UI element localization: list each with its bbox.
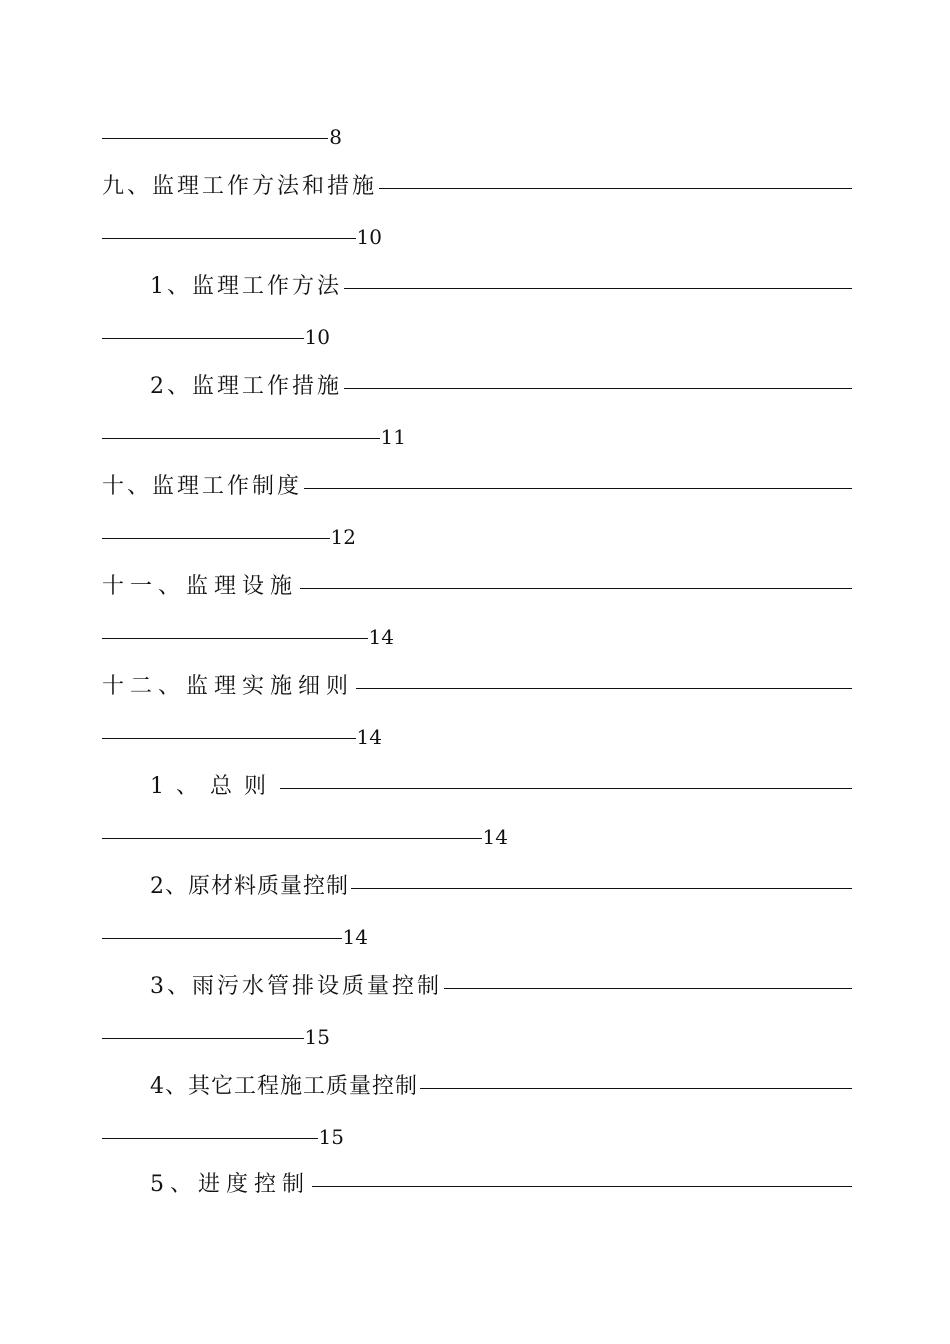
toc-entry-title: 3、雨污水管排设质量控制 [150, 974, 442, 999]
leader-dash [444, 988, 852, 989]
toc-entry-title: 十、监理工作制度 [102, 474, 303, 499]
toc-line-continuation [102, 320, 330, 354]
toc-line-continuation [102, 420, 406, 454]
toc-line-continuation [102, 720, 382, 754]
leader-dash [102, 838, 482, 839]
toc-entry-title: 十一、监理设施 [102, 574, 299, 599]
toc-entry-title: 九、监理工作方法和措施 [102, 174, 378, 199]
toc-line-continuation [102, 220, 382, 254]
leader-dash [102, 238, 356, 239]
toc-entry-title: 十二、监理实施细则 [102, 674, 355, 699]
leader-dash [312, 1186, 852, 1187]
leader-dash [102, 1138, 318, 1139]
toc-page-number: 8 [329, 125, 342, 149]
toc-page-number: 10 [304, 325, 330, 349]
leader-dash [300, 588, 852, 589]
toc-entry[interactable] [102, 570, 852, 604]
toc-page-number: 11 [380, 425, 406, 449]
toc-page-number: 10 [356, 225, 382, 249]
leader-dash [344, 288, 852, 289]
toc-entry[interactable] [102, 670, 852, 704]
leader-dash [102, 538, 330, 539]
leader-dash [304, 488, 852, 489]
toc-entry-title: 4、其它工程施工质量控制 [150, 1074, 418, 1099]
toc-entry-title: 5、进度控制 [150, 1172, 310, 1197]
toc-entry[interactable] [102, 470, 852, 504]
leader-dash [102, 1038, 304, 1039]
toc-entry[interactable] [150, 770, 852, 804]
toc-entry[interactable] [150, 1070, 852, 1104]
leader-dash [351, 888, 852, 889]
leader-dash [280, 788, 852, 789]
leader-dash [102, 438, 380, 439]
toc-entry-title: 2、原材料质量控制 [150, 874, 349, 899]
toc-line-continuation [102, 820, 508, 854]
toc-line-continuation [102, 920, 368, 954]
leader-dash [102, 638, 368, 639]
toc-page-number: 14 [368, 625, 394, 649]
toc-page-number: 14 [356, 725, 382, 749]
toc-entry[interactable] [150, 1168, 852, 1202]
leader-dash [379, 188, 852, 189]
toc-line-continuation [102, 120, 342, 154]
toc-page-number: 14 [482, 825, 508, 849]
leader-dash [356, 688, 852, 689]
toc-entry[interactable] [150, 270, 852, 304]
toc-entry[interactable] [150, 870, 852, 904]
toc-page-number: 15 [318, 1125, 344, 1149]
toc-entry-title: 1、总则 [150, 774, 278, 799]
leader-dash [102, 338, 304, 339]
toc-entry[interactable] [102, 170, 852, 204]
toc-line-continuation [102, 1020, 330, 1054]
leader-dash [420, 1088, 852, 1089]
toc-entry[interactable] [150, 370, 852, 404]
toc-page-number: 15 [304, 1025, 330, 1049]
leader-dash [102, 138, 328, 139]
leader-dash [102, 738, 356, 739]
toc-entry[interactable] [150, 970, 852, 1004]
toc-page-number: 12 [330, 525, 356, 549]
toc-entry-title: 1、监理工作方法 [150, 274, 342, 299]
leader-dash [344, 388, 852, 389]
toc-line-continuation [102, 520, 356, 554]
toc-entry-title: 2、监理工作措施 [150, 374, 342, 399]
leader-dash [102, 938, 342, 939]
toc-line-continuation [102, 620, 394, 654]
toc-page-number: 14 [342, 925, 368, 949]
toc-line-continuation [102, 1120, 344, 1154]
